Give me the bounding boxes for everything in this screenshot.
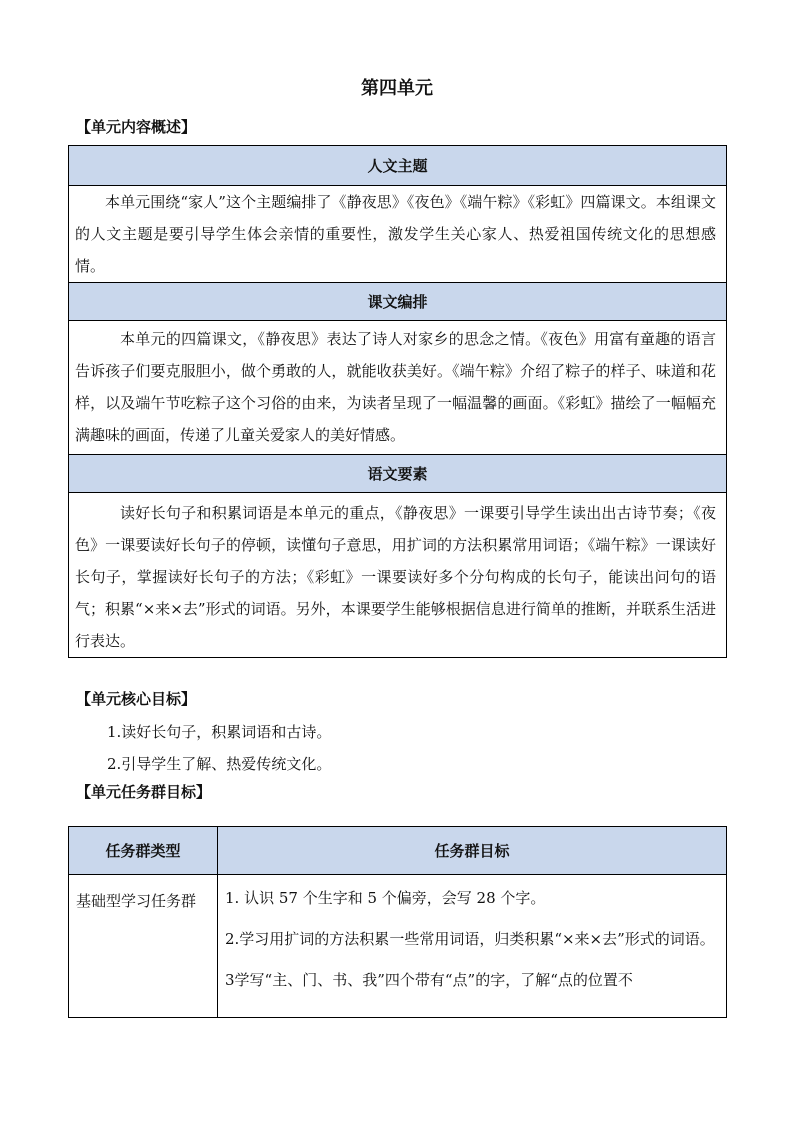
list-item: 3学写“主、门、书、我”四个带有“点”的字，了解“点的位置不 — [225, 971, 633, 989]
overview-heading: 【单元内容概述】 — [76, 118, 197, 136]
task-goals-table — [68, 826, 727, 1018]
list-item: 2.学习用扩词的方法积累一些常用词语，归类积累“×来×去”形式的词语。 — [225, 930, 715, 948]
task-goals-heading: 【单元任务群目标】 — [76, 783, 212, 801]
arrangement-text: 本单元的四篇课文，《静夜思》表达了诗人对家乡的思念之情。《夜色》用富有童趣的语言告诉孩子们要克服胆小，做个勇敢的人，就能收获美好。《端午粽》介绍了粽子的样子、味道和花样，以及端午节吃粽子这个习俗的由来，为读者呈现了一幅温馨的画面。《彩虹》描绘了一幅幅充满趣味的画面，传递了儿童关爱家人的美好情感。 — [75, 330, 716, 444]
arrangement-text-cell — [69, 321, 727, 455]
col-goal-header: 任务群目标 — [218, 827, 727, 875]
task-goal-cell — [218, 875, 727, 1018]
table-row — [69, 875, 727, 1018]
list-item: 1. 认识 57 个生字和 5 个偏旁，会写 28 个字。 — [225, 889, 546, 907]
theme-header: 人文主题 — [69, 146, 727, 186]
theme-text-cell — [69, 186, 727, 283]
elements-header: 语文要素 — [69, 455, 727, 493]
core-goals-list — [107, 716, 331, 780]
core-goals-heading: 【单元核心目标】 — [76, 690, 197, 708]
col-type-header: 任务群类型 — [69, 827, 218, 875]
page-title: 第四单元 — [361, 78, 433, 99]
theme-text: 本单元围绕“家人”这个主题编排了《静夜思》《夜色》《端午粽》《彩虹》四篇课文。本组课文的人文主题是要引导学生体会亲情的重要性，激发学生关心家人、热爱祖国传统文化的思想感情。 — [75, 193, 716, 275]
elements-text-cell — [69, 493, 727, 658]
overview-table — [68, 145, 727, 658]
arrangement-header: 课文编排 — [69, 283, 727, 321]
task-type-cell: 基础型学习任务群 — [69, 875, 218, 1018]
list-item: 2.引导学生了解、热爱传统文化。 — [107, 755, 332, 773]
list-item: 1.读好长句子，积累词语和古诗。 — [107, 723, 332, 741]
elements-text: 读好长句子和积累词语是本单元的重点，《静夜思》一课要引导学生读出出古诗节奏；《夜色》一课要读好长句子的停顿，读懂句子意思，用扩词的方法积累常用词语；《端午粽》一课读好长句子，掌握读好长句子的方法；《彩虹》一课要读好多个分句构成的长句子，能读出问句的语气；积累“×来×去”形式的词语。另外，本课要学生能够根据信息进行简单的推断，并联系生活进行表达。 — [75, 504, 716, 650]
